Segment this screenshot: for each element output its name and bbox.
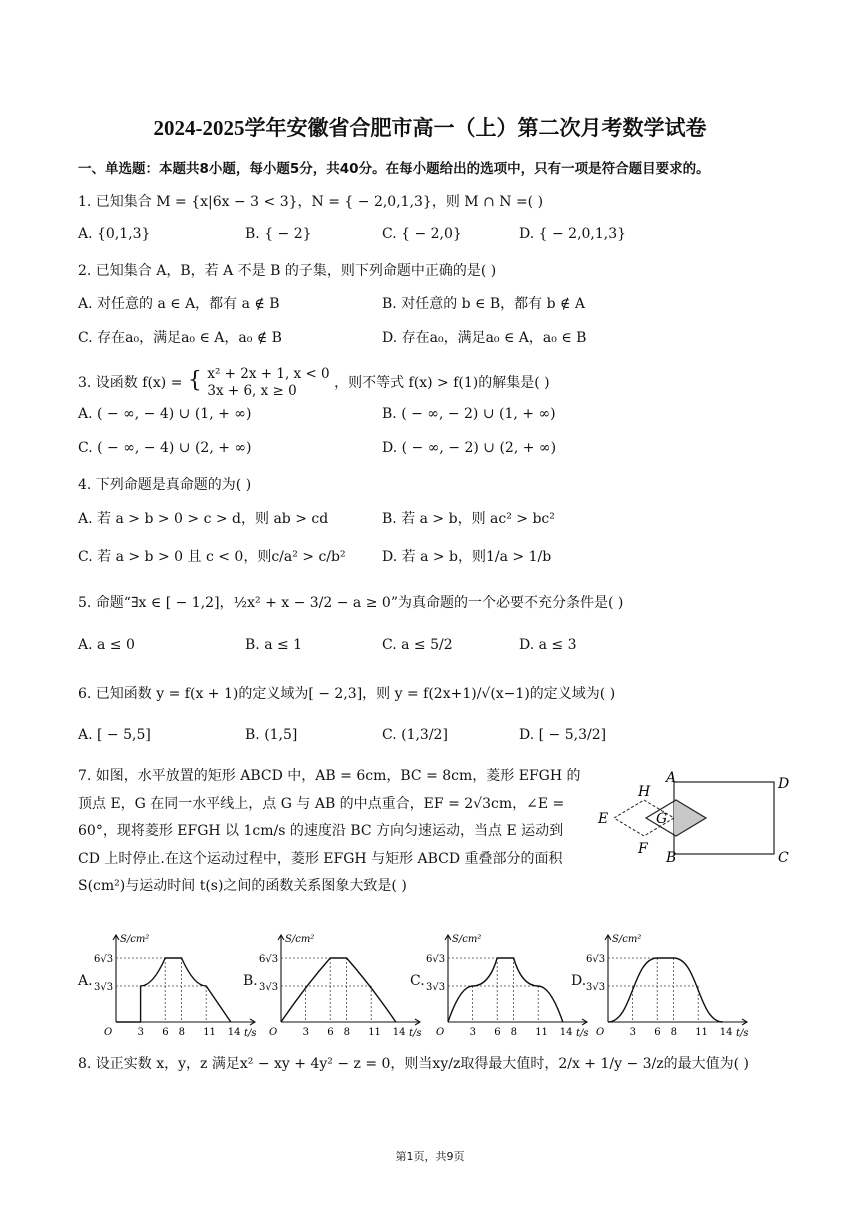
- origin-label: O: [436, 1027, 445, 1038]
- question-7-option-b: B.: [243, 973, 258, 989]
- question-5-option-a: A. a ≤ 0: [78, 637, 135, 653]
- question-5-stem: 5. 命题“∃x ∈ [ − 1,2]，½x² + x − 3/2 − a ≥ 0”为真命题的一个必要不充分条件是( ): [78, 595, 624, 611]
- x-tick-11: 11: [695, 1027, 708, 1038]
- question-1-option-c: C. { − 2,0}: [382, 226, 462, 242]
- x-tick-14: 14: [559, 1027, 573, 1038]
- graph-option-b: [259, 930, 429, 1040]
- question-3-option-a: A. ( − ∞, − 4) ∪ (1, + ∞): [78, 406, 252, 422]
- label-d: D: [778, 776, 790, 792]
- question-4-option-c: C. 若 a > b > 0 且 c < 0，则c/a² > c/b²: [78, 549, 346, 565]
- question-7-option-c: C.: [410, 973, 425, 989]
- x-tick-8: 8: [343, 1027, 350, 1038]
- graph-option-a: [94, 930, 264, 1040]
- question-6-option-d: D. [ − 5,3/2]: [519, 727, 607, 743]
- page-title: 2024-2025学年安徽省合肥市高一（上）第二次月考数学试卷: [153, 116, 707, 140]
- s-t-curve: [281, 958, 396, 1022]
- x-axis-label: t/s: [576, 1028, 589, 1039]
- question-6-option-c: C. (1,3/2]: [382, 727, 448, 743]
- question-3-option-b: B. ( − ∞, − 2) ∪ (1, + ∞): [382, 406, 556, 422]
- x-tick-11: 11: [203, 1027, 216, 1038]
- y-tick-3r3: 3√3: [586, 982, 606, 993]
- x-axis-label: t/s: [736, 1028, 749, 1039]
- s-t-curve: [116, 958, 231, 1022]
- x-tick-6: 6: [162, 1027, 169, 1038]
- origin-label: O: [269, 1027, 278, 1038]
- question-4-stem: 4. 下列命题是真命题的为( ): [78, 477, 252, 493]
- graph-option-d: [586, 930, 756, 1040]
- label-f: F: [638, 841, 648, 857]
- label-b: B: [666, 850, 677, 865]
- x-tick-3: 3: [469, 1027, 476, 1038]
- page-footer: 第1页，共9页: [395, 1150, 465, 1163]
- question-2-option-d: D. 存在a₀，满足a₀ ∈ A，a₀ ∈ B: [382, 330, 587, 346]
- y-axis-label: S/cm²: [285, 934, 315, 945]
- label-a: A: [666, 770, 677, 786]
- question-8-stem: 8. 设正实数 x，y，z 满足x² − xy + 4y² − z = 0，则当xy/z取得最大值时，2/x + 1/y − 3/z的最大值为( ): [78, 1056, 750, 1072]
- piecewise-cases: [207, 366, 329, 400]
- x-tick-11: 11: [535, 1027, 548, 1038]
- y-tick-6r3: 6√3: [426, 954, 446, 965]
- question-5-option-b: B. a ≤ 1: [245, 637, 303, 653]
- question-1-stem: 1. 已知集合 M = {x|6x − 3 < 3}，N = { − 2,0,1,3}，则 M ∩ N =( ): [78, 194, 544, 210]
- y-axis-label: S/cm²: [120, 934, 150, 945]
- question-5-option-d: D. a ≤ 3: [519, 637, 577, 653]
- x-tick-6: 6: [494, 1027, 501, 1038]
- y-tick-6r3: 6√3: [586, 954, 606, 965]
- rectangle-rhombus-figure: [594, 770, 804, 865]
- question-4-option-b: B. 若 a > b，则 ac² > bc²: [382, 511, 555, 527]
- question-4-option-d: D. 若 a > b，则1/a > 1/b: [382, 549, 552, 565]
- x-tick-3: 3: [302, 1027, 309, 1038]
- question-3-option-c: C. ( − ∞, − 4) ∪ (2, + ∞): [78, 440, 252, 456]
- s-t-curve: [608, 958, 723, 1022]
- x-tick-6: 6: [654, 1027, 661, 1038]
- piecewise-brace: {: [187, 367, 202, 393]
- question-2-option-b: B. 对任意的 b ∈ B，都有 b ∉ A: [382, 296, 585, 312]
- y-tick-3r3: 3√3: [259, 982, 279, 993]
- graph-option-c: [426, 930, 596, 1040]
- question-3-stem-prefix: 3. 设函数 f(x) =: [78, 375, 183, 391]
- question-7-stem: 7. 如图，水平放置的矩形 ABCD 中，AB = 6cm，BC = 8cm，菱形 EFGH 的顶点 E，G 在同一水平线上，点 G 与 AB 的中点重合，EF = 2√3cm，∠E = 60°，现将菱形 EFGH 以 1cm/s 的速度沿 BC 方向匀速运动，当点 E 运动到 CD 上时停止.在这个运动过程中，菱形 EFGH 与矩形 ABCD 重叠部分的面积 S(cm²)与运动时间 t(s)之间的函数关系图象大致是( ): [78, 768, 581, 894]
- x-tick-3: 3: [137, 1027, 144, 1038]
- question-4-option-a: A. 若 a > b > 0 > c > d，则 ab > cd: [78, 511, 329, 527]
- question-2-option-a: A. 对任意的 a ∈ A，都有 a ∉ B: [78, 296, 280, 312]
- label-e: E: [598, 811, 609, 827]
- question-3-stem-suffix: ，则不等式 f(x) > f(1)的解集是( ): [334, 375, 550, 391]
- x-axis-label: t/s: [409, 1028, 422, 1039]
- question-6-option-a: A. [ − 5,5]: [78, 727, 151, 743]
- y-tick-6r3: 6√3: [259, 954, 279, 965]
- question-1-option-d: D. { − 2,0,1,3}: [519, 226, 627, 242]
- question-7-option-d: D.: [571, 973, 587, 989]
- x-tick-8: 8: [510, 1027, 517, 1038]
- question-2-option-c: C. 存在a₀，满足a₀ ∈ A，a₀ ∉ B: [78, 330, 282, 346]
- x-tick-14: 14: [227, 1027, 241, 1038]
- x-tick-8: 8: [670, 1027, 677, 1038]
- piecewise-case-2: 3x + 6, x ≥ 0: [207, 383, 297, 399]
- x-tick-14: 14: [719, 1027, 733, 1038]
- label-g: G: [656, 811, 668, 827]
- question-3-stem: [78, 366, 550, 400]
- origin-label: O: [104, 1027, 113, 1038]
- x-axis-label: t/s: [244, 1028, 257, 1039]
- y-axis-label: S/cm²: [612, 934, 642, 945]
- x-tick-6: 6: [327, 1027, 334, 1038]
- y-tick-3r3: 3√3: [426, 982, 446, 993]
- piecewise-case-1: x² + 2x + 1, x < 0: [207, 366, 330, 382]
- question-6-stem: 6. 已知函数 y = f(x + 1)的定义域为[ − 2,3]，则 y = f(2x+1)/√(x−1)的定义域为( ): [78, 686, 616, 702]
- question-7-option-a: A.: [78, 973, 93, 989]
- label-h: H: [638, 784, 651, 800]
- question-6-option-b: B. (1,5]: [245, 727, 298, 743]
- y-tick-3r3: 3√3: [94, 982, 114, 993]
- question-3-option-d: D. ( − ∞, − 2) ∪ (2, + ∞): [382, 440, 557, 456]
- s-t-curve: [448, 958, 563, 1022]
- x-tick-3: 3: [629, 1027, 636, 1038]
- y-tick-6r3: 6√3: [94, 954, 114, 965]
- question-1-option-b: B. { − 2}: [245, 226, 312, 242]
- question-1-option-a: A. {0,1,3}: [78, 226, 151, 242]
- x-tick-11: 11: [368, 1027, 381, 1038]
- overlap-region: [674, 800, 706, 836]
- y-axis-label: S/cm²: [452, 934, 482, 945]
- question-2-stem: 2. 已知集合 A，B，若 A 不是 B 的子集，则下列命题中正确的是( ): [78, 263, 497, 279]
- x-tick-8: 8: [178, 1027, 185, 1038]
- x-tick-14: 14: [392, 1027, 406, 1038]
- question-5-option-c: C. a ≤ 5/2: [382, 637, 453, 653]
- section-heading: 一、单选题：本题共8小题，每小题5分，共40分。在每小题给出的选项中，只有一项是符合题目要求的。: [78, 161, 710, 177]
- label-c: C: [778, 850, 789, 865]
- origin-label: O: [596, 1027, 605, 1038]
